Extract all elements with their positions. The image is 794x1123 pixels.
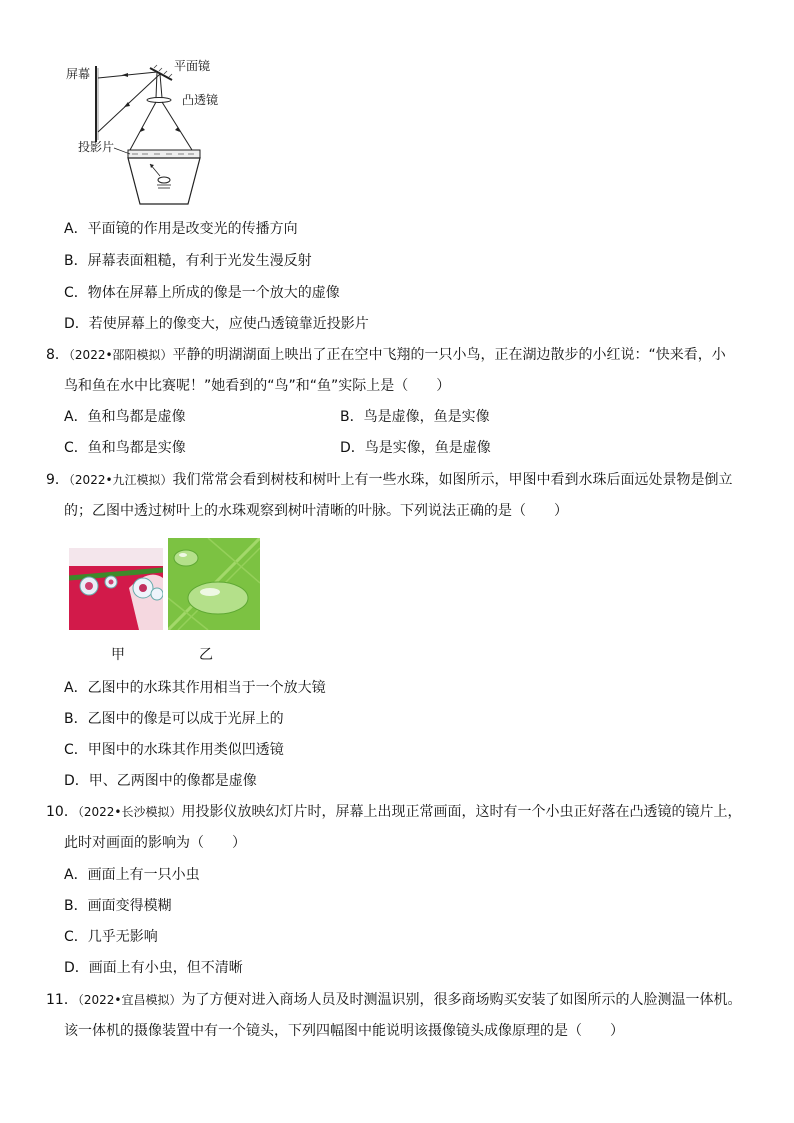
q9-option-b: B．乙图中的像是可以成于光屏上的 [64, 711, 284, 727]
q7-option-d: D．若使屏幕上的像变大，应使凸透镜靠近投影片 [64, 316, 369, 332]
q7-option-c: C．物体在屏幕上所成的像是一个放大的虚像 [64, 285, 340, 301]
water-drops-on-branch-image [69, 548, 163, 630]
q8-option-a: A．鱼和鸟都是虚像 [64, 409, 186, 425]
screen-label: 屏幕 [66, 67, 91, 81]
q8-option-b: B．鸟是虚像，鱼是实像 [340, 409, 490, 425]
q10-source: （2022•长沙模拟） [77, 805, 182, 819]
q9-option-c: C．甲图中的水珠其作用类似凹透镜 [64, 742, 284, 758]
q10-number: 10． [46, 804, 78, 820]
q8-stem-line1 [46, 345, 726, 365]
q10-stem-line2: 此时对画面的影响为（ ） [64, 835, 246, 851]
q10-option-d: D．画面上有小虫，但不清晰 [64, 960, 243, 976]
q8-number: 8． [46, 347, 69, 363]
q11-stem-line1 [46, 990, 741, 1010]
q7-option-a: A．平面镜的作用是改变光的传播方向 [64, 221, 298, 237]
q11-stem-line2: 该一体机的摄像装置中有一个镜头，下列四幅图中能说明该摄像镜头成像原理的是（ ） [64, 1023, 624, 1039]
q10-option-b: B．画面变得模糊 [64, 898, 172, 914]
q8-option-d: D．鸟是实像，鱼是虚像 [340, 440, 491, 456]
water-drop-on-leaf-image [168, 538, 260, 630]
q9-source: （2022•九江模拟） [68, 473, 173, 487]
q8-text-1: 平静的明湖湖面上映出了正在空中飞翔的一只小鸟，正在湖边散步的小红说：“快来看，小 [172, 347, 726, 363]
q11-text-1: 为了方便对进入商场人员及时测温识别，很多商场购买安装了如图所示的人脸测温一体机。 [181, 992, 742, 1008]
q10-option-c: C．几乎无影响 [64, 929, 158, 945]
q11-source: （2022•宜昌模拟） [77, 993, 182, 1007]
q7-option-b: B．屏幕表面粗糙，有利于光发生漫反射 [64, 253, 312, 269]
q8-source: （2022•邵阳模拟） [68, 348, 173, 362]
q8-option-c: C．鱼和鸟都是实像 [64, 440, 186, 456]
fig-yi-label: 乙 [199, 647, 213, 663]
q9-stem-line1 [46, 470, 733, 490]
mirror-label: 平面镜 [174, 59, 211, 73]
q9-number: 9． [46, 472, 69, 488]
q9-option-a: A．乙图中的水珠其作用相当于一个放大镜 [64, 680, 326, 696]
q9-text-1: 我们常常会看到树枝和树叶上有一些水珠，如图所示，甲图中看到水珠后面远处景物是倒立 [172, 472, 733, 488]
q10-stem-line1 [46, 802, 741, 822]
slide-label: 投影片 [78, 140, 115, 154]
q8-stem-line2: 鸟和鱼在水中比赛呢！”她看到的“鸟”和“鱼”实际上是（ ） [64, 378, 451, 394]
q10-option-a: A．画面上有一只小虫 [64, 867, 200, 883]
fig-jia-label: 甲 [111, 647, 125, 663]
q9-option-d: D．甲、乙两图中的像都是虚像 [64, 773, 257, 789]
q9-stem-line2: 的；乙图中透过树叶上的水珠观察到树叶清晰的叶脉。下列说法正确的是（ ） [64, 503, 568, 519]
lens-label: 凸透镜 [182, 93, 219, 107]
q10-text-1: 用投影仪放映幻灯片时，屏幕上出现正常画面，这时有一个小虫正好落在凸透镜的镜片上， [181, 804, 742, 820]
q11-number: 11． [46, 992, 78, 1008]
